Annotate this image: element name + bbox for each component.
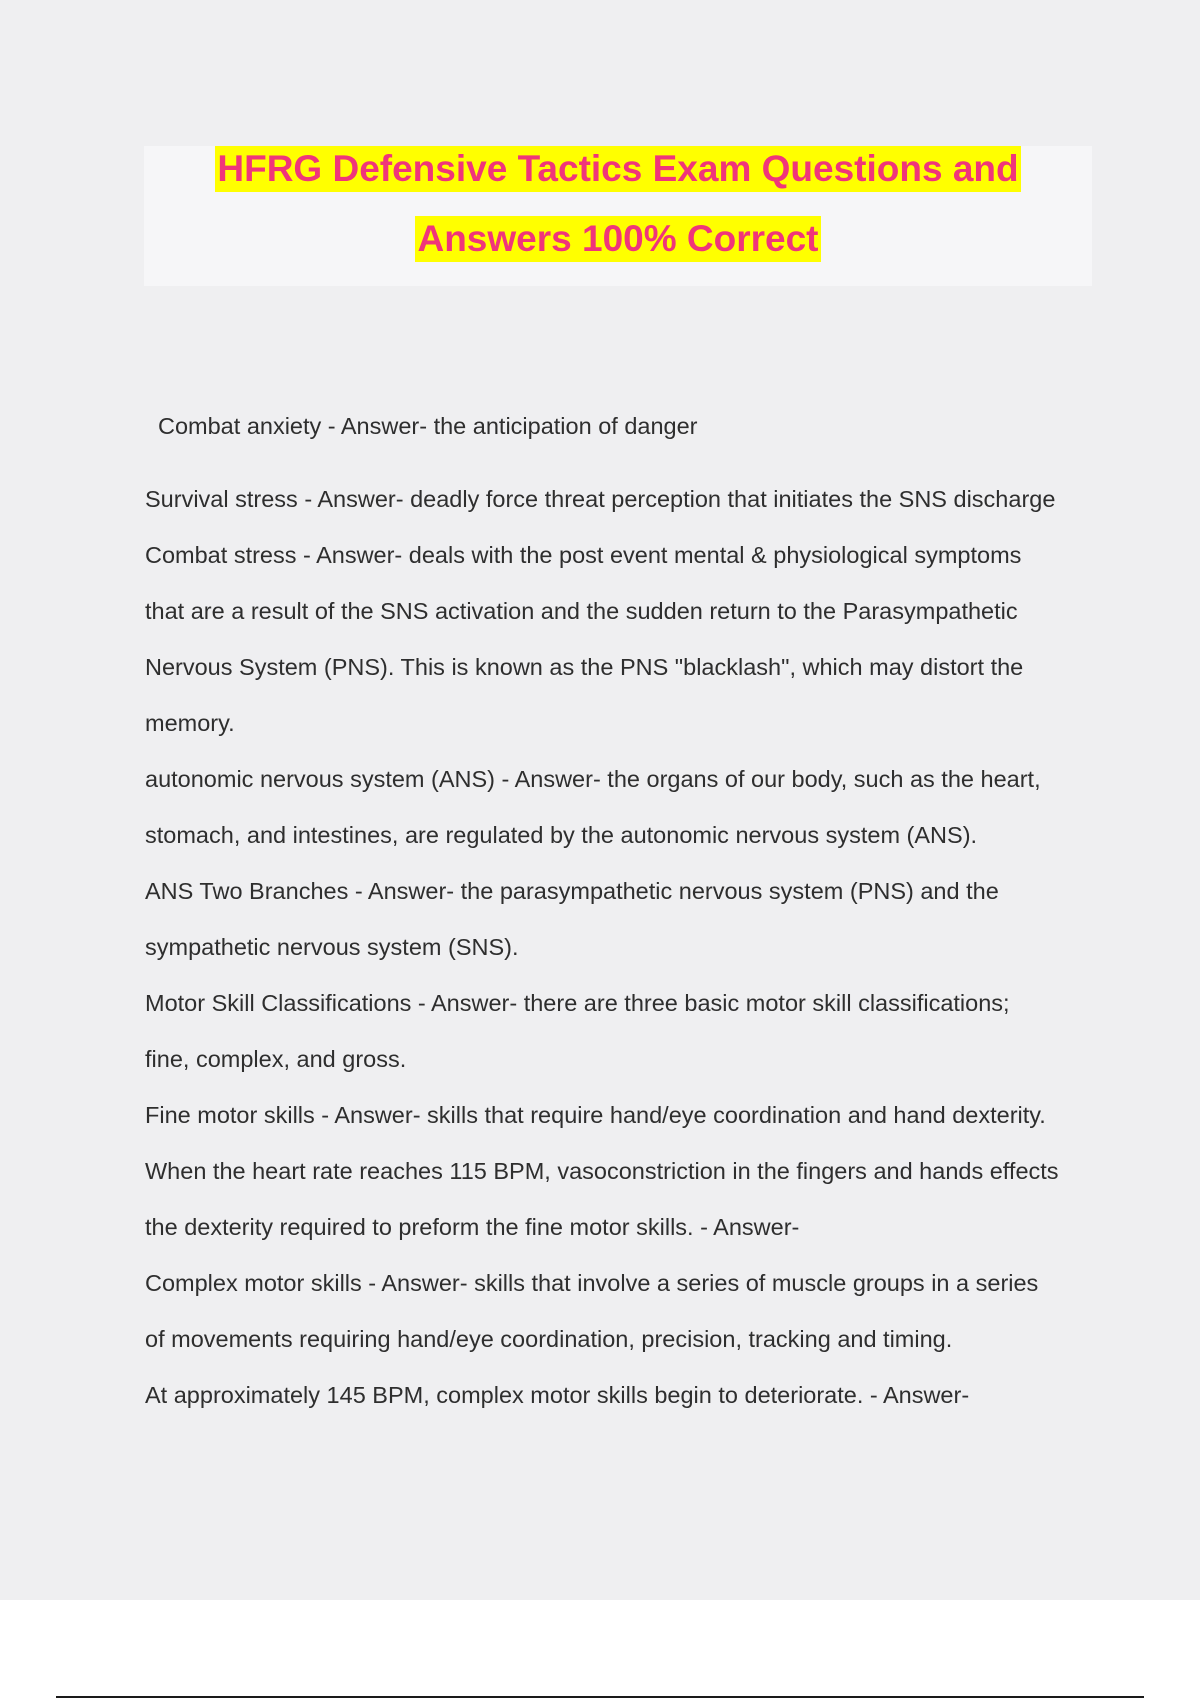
text-line: Motor Skill Classifications - Answer- there are three basic motor skill classifications; [145,990,1010,1016]
text-line: Fine motor skills - Answer- skills that require hand/eye coordination and hand dexterity. [145,1102,1046,1128]
text-line: At approximately 145 BPM, complex motor skills begin to deteriorate. - Answer- [145,1382,970,1408]
qa-body [145,471,1105,1423]
text-line: Nervous System (PNS). This is known as the PNS "blacklash", which may distort the [145,654,1024,680]
text-line: Complex motor skills - Answer- skills that involve a series of muscle groups in a series [145,1270,1039,1296]
text-line: Survival stress - Answer- deadly force threat perception that initiates the SNS discharge [145,486,1056,512]
text-line: autonomic nervous system (ANS) - Answer- the organs of our body, such as the heart, [145,766,1041,792]
text-line: of movements requiring hand/eye coordination, precision, tracking and timing. [145,1326,953,1352]
text-line: stomach, and intestines, are regulated by the autonomic nervous system (ANS). [145,822,978,848]
text-line: the dexterity required to preform the fine motor skills. - Answer- [145,1214,800,1240]
text-line: fine, complex, and gross. [145,1046,407,1072]
qa-entry-combat-anxiety: Combat anxiety - Answer- the anticipation of danger [158,413,698,439]
text-line: ANS Two Branches - Answer- the parasympathetic nervous system (PNS) and the [145,878,999,904]
page-divider [56,1696,1144,1698]
title-block [144,146,1092,286]
text-line: When the heart rate reaches 115 BPM, vasoconstriction in the fingers and hands effects [145,1158,1059,1184]
text-line: that are a result of the SNS activation and the sudden return to the Parasympathetic [145,598,1018,624]
document-title-line-1: HFRG Defensive Tactics Exam Questions and [215,146,1020,192]
document-title-line-2: Answers 100% Correct [415,216,820,262]
text-line: Combat stress - Answer- deals with the post event mental & physiological symptoms [145,542,1022,568]
text-line: sympathetic nervous system (SNS). [145,934,519,960]
text-line: memory. [145,710,235,736]
